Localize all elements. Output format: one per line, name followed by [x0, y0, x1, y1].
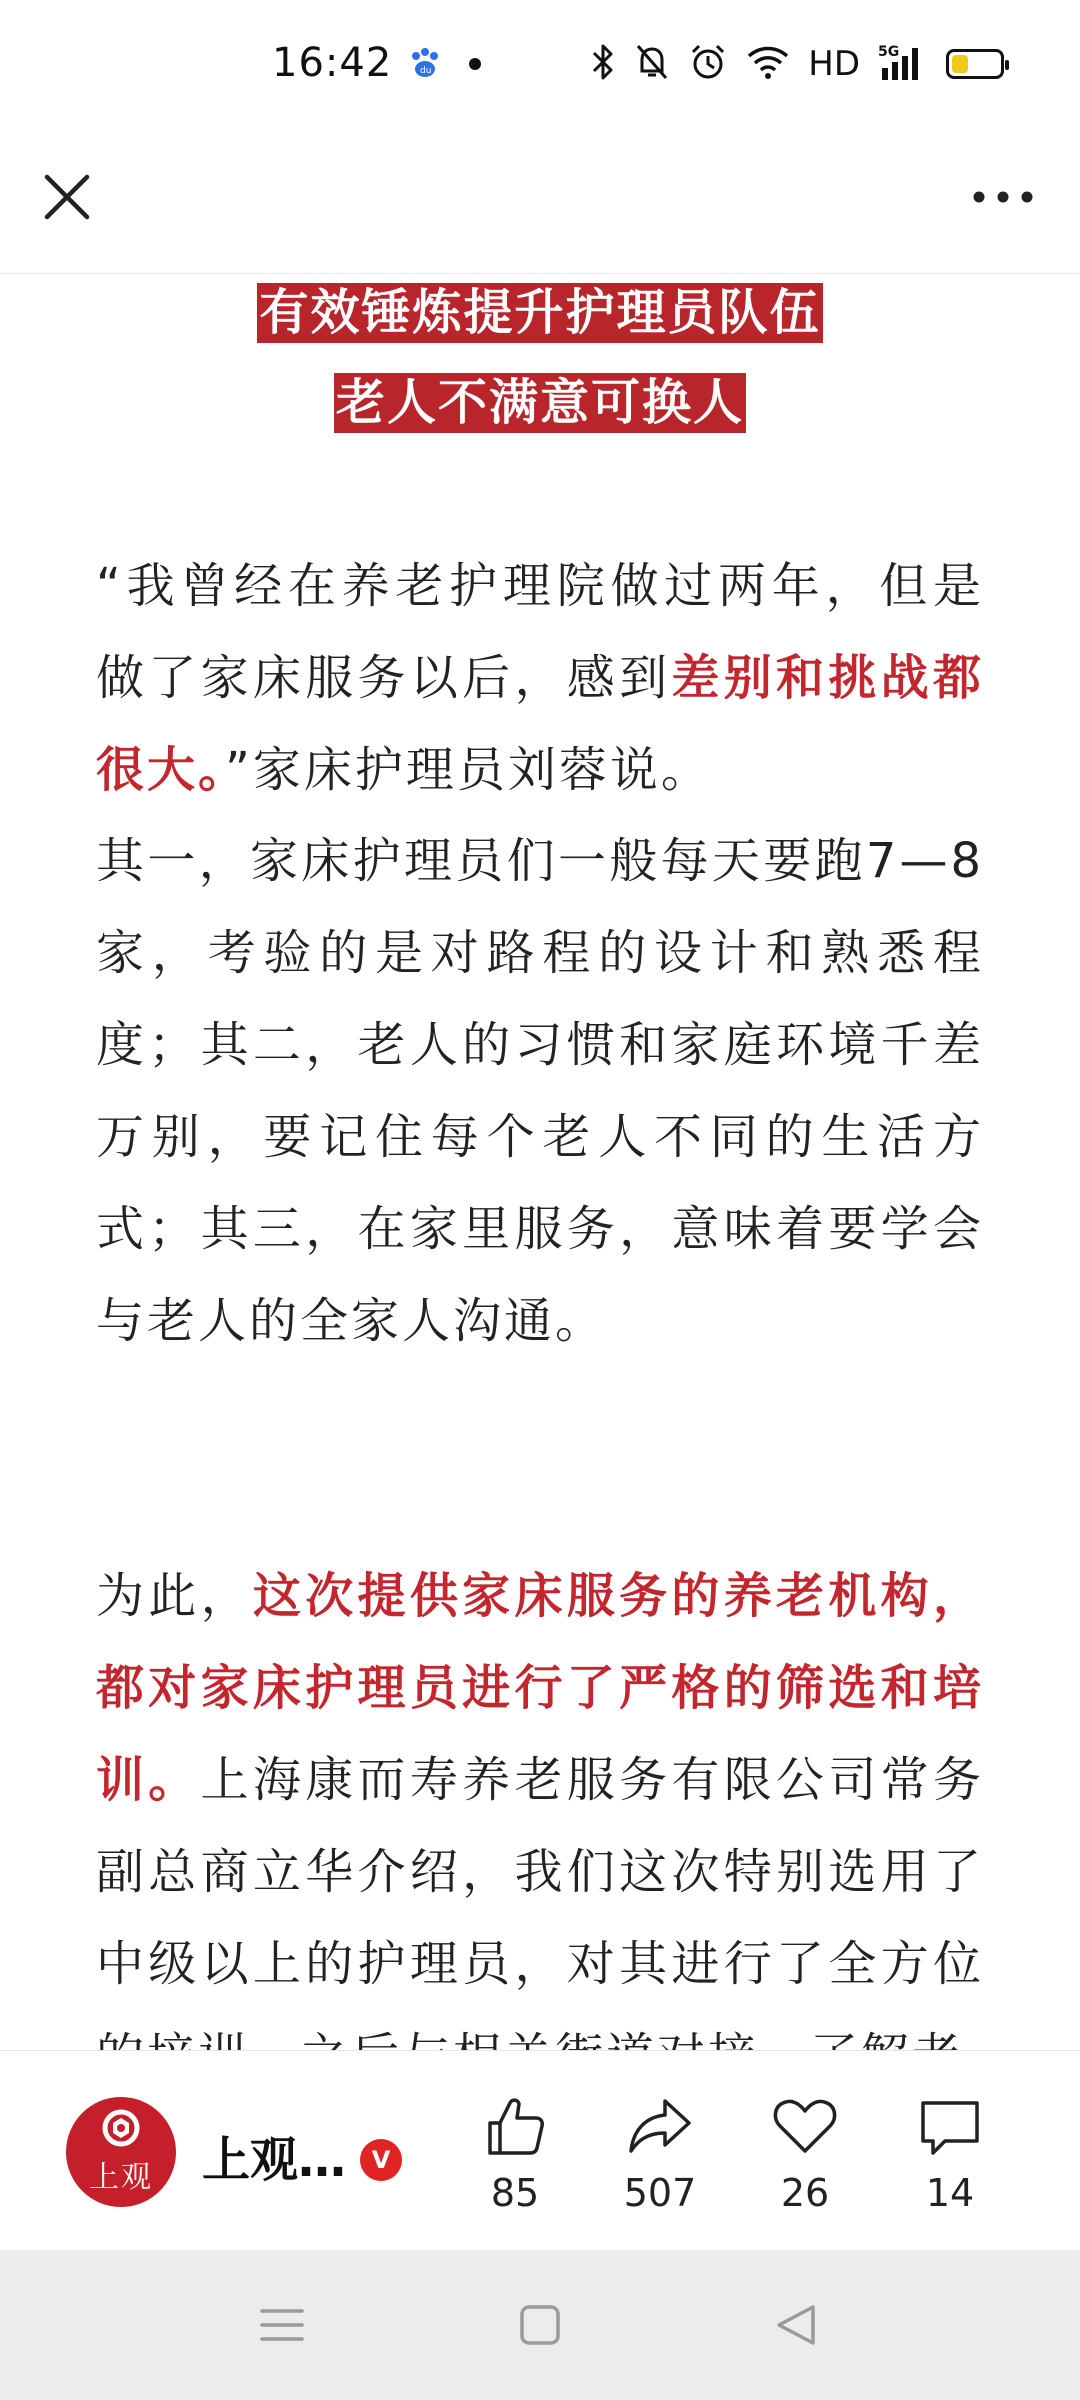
- more-icon: [970, 187, 1036, 207]
- menu-icon: [259, 2305, 305, 2345]
- svg-text:5G: 5G: [878, 44, 900, 60]
- favorite-button[interactable]: [745, 2091, 865, 2215]
- favorite-count: 26: [780, 2171, 830, 2215]
- comment-button[interactable]: [890, 2091, 1010, 2215]
- share-count: 507: [623, 2171, 697, 2215]
- battery-icon: [946, 49, 1004, 79]
- top-nav-bar: [0, 140, 1080, 274]
- bluetooth-icon: [590, 42, 616, 86]
- close-button[interactable]: [34, 164, 100, 230]
- paragraph-text: 为此，: [96, 1568, 253, 1624]
- like-button[interactable]: [455, 2091, 575, 2215]
- verified-badge: V: [360, 2139, 402, 2181]
- thumbs-up-icon: [480, 2091, 550, 2161]
- like-count: 85: [490, 2171, 540, 2215]
- comment-count: 14: [925, 2171, 975, 2215]
- paragraph-text: “我曾经在养老护理院做过两年，但是做了家床服务以后，感到: [96, 558, 984, 706]
- hd-label: HD: [808, 44, 860, 84]
- svg-text:du: du: [420, 66, 432, 76]
- avatar-text: 上观: [89, 2160, 153, 2195]
- heart-icon: [770, 2091, 840, 2161]
- recent-apps-button[interactable]: [252, 2295, 312, 2355]
- emphasis-text: 差别和挑战都很大。: [96, 650, 984, 798]
- back-button[interactable]: [766, 2295, 826, 2355]
- status-left-icons: [408, 46, 482, 84]
- system-nav-bar: [0, 2250, 1080, 2400]
- section-title-line-1: [0, 283, 1080, 343]
- share-button[interactable]: [600, 2091, 720, 2215]
- wifi-icon: [746, 42, 790, 86]
- status-right-icons: [590, 42, 1004, 86]
- paragraph-text: ”家床护理员刘蓉说。: [225, 742, 712, 798]
- status-time: 16:42: [272, 40, 393, 86]
- paragraph-training: [96, 1550, 984, 2102]
- battery-level: [952, 55, 968, 73]
- share-icon: [625, 2091, 695, 2161]
- author-name[interactable]: 上观…: [202, 2132, 347, 2188]
- section-title-line-2: [0, 373, 1080, 433]
- highlight-title: 老人不满意可换人: [335, 374, 744, 431]
- comment-icon: [915, 2091, 985, 2161]
- more-button[interactable]: [960, 164, 1046, 230]
- highlight-title: 有效锤炼提升护理员队伍: [259, 284, 821, 341]
- paragraph-challenges: 其一，家床护理员们一般每天要跑7—8家，考验的是对路程的设计和熟悉程度；其二，老人的习惯和家庭环境千差万别，要记住每个老人不同的生活方式；其三，在家里服务，意味着要学会与老人的全家人沟通。: [96, 833, 984, 1349]
- bottom-action-bar: [0, 2050, 1080, 2250]
- logo-icon: [101, 2108, 141, 2148]
- home-icon: [518, 2303, 562, 2347]
- author-avatar[interactable]: [66, 2097, 176, 2207]
- emphasis-text: 这次提供家床服务的养老机构，都对家床护理员进行了严格的筛选和培训。: [96, 1568, 984, 1808]
- dot-icon: [468, 56, 482, 75]
- article-body: [0, 275, 1080, 2050]
- alarm-icon: [688, 42, 728, 86]
- paragraph-quote: [96, 540, 984, 816]
- baidu-icon: [408, 46, 442, 84]
- home-button[interactable]: [510, 2295, 570, 2355]
- close-icon: [39, 169, 95, 225]
- mute-bell-icon: [634, 42, 670, 86]
- paragraph-text: 上海康而寿养老服务有限公司常务副总商立华介绍，我们这次特别选用了中级以上的护理员，对其进行了全方位: [96, 1752, 984, 1992]
- 5g-signal-icon: [878, 42, 928, 86]
- status-bar: [0, 0, 1080, 140]
- back-icon: [773, 2302, 819, 2348]
